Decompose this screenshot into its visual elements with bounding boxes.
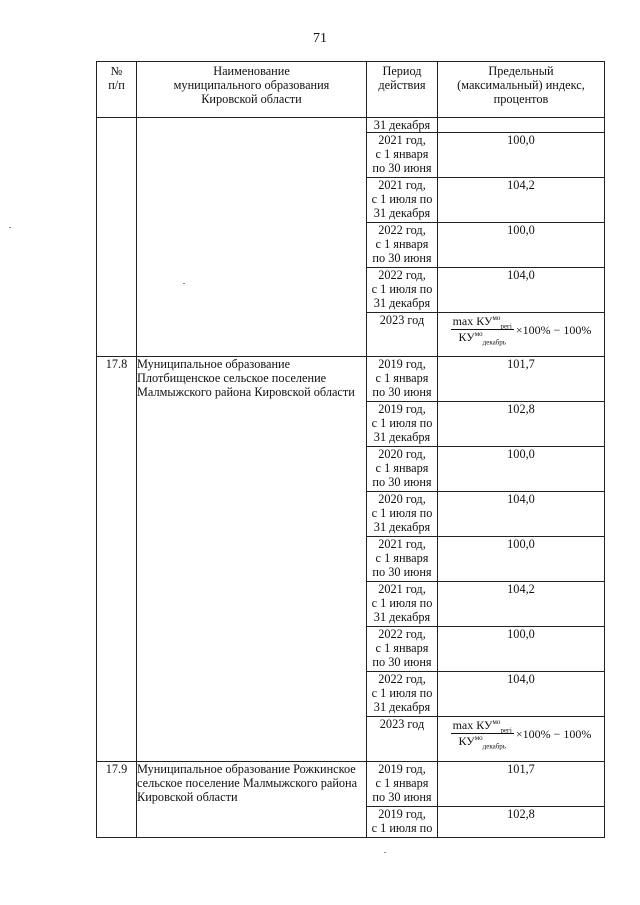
formula-tail: ×100% − 100% (515, 322, 592, 337)
period-cell: 2021 год, с 1 июля по 31 декабря (367, 178, 438, 223)
formula-tail: ×100% − 100% (515, 726, 592, 741)
formula-numerator: $\max КУ^{мо}_{регj}$ (452, 314, 512, 331)
scan-speck (9, 227, 11, 228)
formula-fraction (451, 314, 514, 347)
scan-speck (384, 852, 386, 853)
scan-speck (183, 283, 185, 284)
period-cell: 2019 год, с 1 июля по (367, 807, 438, 838)
index-cell: 104,2 (438, 582, 605, 627)
index-formula (451, 314, 592, 347)
index-cell: 100,0 (438, 627, 605, 672)
table-row (97, 762, 605, 807)
index-cell: 100,0 (438, 133, 605, 178)
period-cell: 2019 год, с 1 июля по 31 декабря (367, 402, 438, 447)
index-cell: 102,8 (438, 402, 605, 447)
period-cell: 2019 год, с 1 января по 30 июня (367, 357, 438, 402)
municipality-name (137, 118, 367, 357)
index-cell: 101,7 (438, 357, 605, 402)
row-number (97, 118, 137, 357)
formula-denominator: $КУ^{мо}_{декабрь}$ (458, 734, 506, 751)
period-cell: 2020 год, с 1 июля по 31 декабря (367, 492, 438, 537)
index-cell: 100,0 (438, 223, 605, 268)
formula-denominator: $КУ^{мо}_{декабрь}$ (458, 330, 506, 347)
period-cell: 2020 год, с 1 января по 30 июня (367, 447, 438, 492)
period-cell: 2022 год, с 1 января по 30 июня (367, 627, 438, 672)
period-cell: 2023 год (367, 313, 438, 357)
municipality-name: Муниципальное образование Плотбищенское сельское поселение Малмыжского района Кировской области (137, 357, 367, 762)
index-cell: 100,0 (438, 537, 605, 582)
header-no: № п/п (97, 62, 137, 118)
table-row (97, 118, 605, 133)
formula-numerator: $\max КУ^{мо}_{регj}$ (452, 718, 512, 735)
period-cell: 31 декабря (367, 118, 438, 133)
index-cell: 104,0 (438, 672, 605, 717)
period-cell: 2021 год, с 1 января по 30 июня (367, 537, 438, 582)
period-cell: 2021 год, с 1 января по 30 июня (367, 133, 438, 178)
index-cell: 100,0 (438, 447, 605, 492)
index-formula (451, 718, 592, 751)
index-cell (438, 118, 605, 133)
period-cell: 2023 год (367, 717, 438, 762)
row-number: 17.9 (97, 762, 137, 838)
table-body (97, 118, 605, 838)
header-period: Период действия (367, 62, 438, 118)
header-name: Наименование муниципального образования Кировской области (137, 62, 367, 118)
period-cell: 2022 год, с 1 июля по 31 декабря (367, 268, 438, 313)
index-cell: 104,0 (438, 268, 605, 313)
formula-fraction (451, 718, 514, 751)
tariff-index-table (96, 61, 605, 838)
index-cell (438, 313, 605, 357)
index-cell: 104,0 (438, 492, 605, 537)
period-cell: 2022 год, с 1 июля по 31 декабря (367, 672, 438, 717)
period-cell: 2019 год, с 1 января по 30 июня (367, 762, 438, 807)
table-row (97, 357, 605, 402)
page-number: 71 (313, 31, 327, 46)
index-cell (438, 717, 605, 762)
index-cell: 101,7 (438, 762, 605, 807)
index-cell: 102,8 (438, 807, 605, 838)
row-number: 17.8 (97, 357, 137, 762)
table-header-row (97, 62, 605, 118)
index-cell: 104,2 (438, 178, 605, 223)
header-index: Предельный (максимальный) индекс, процентов (438, 62, 605, 118)
period-cell: 2022 год, с 1 января по 30 июня (367, 223, 438, 268)
municipality-name: Муниципальное образование Рожкинское сельское поселение Малмыжского района Кировской области (137, 762, 367, 838)
period-cell: 2021 год, с 1 июля по 31 декабря (367, 582, 438, 627)
